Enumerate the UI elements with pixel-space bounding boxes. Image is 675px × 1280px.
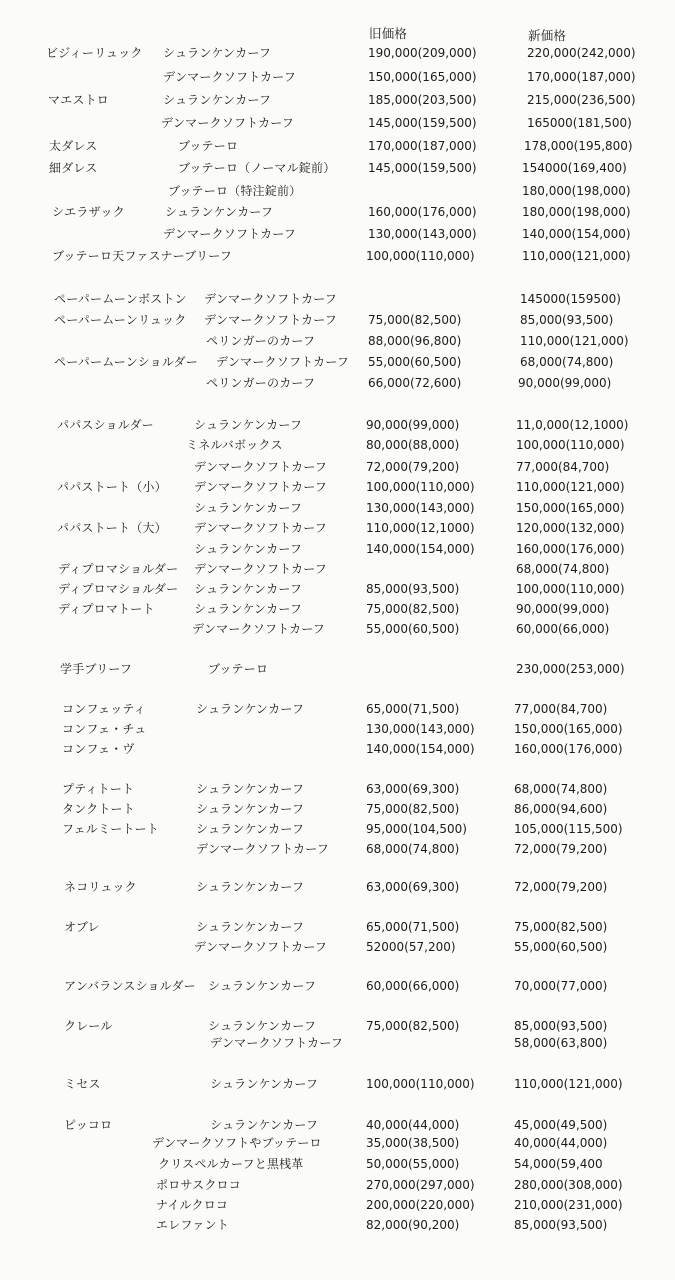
item-name: ペーパームーンショルダー [54,355,198,369]
old-price: 63,000(69,300) [366,782,460,796]
old-price: 100,000(110,000) [366,1077,475,1091]
old-price: 140,000(154,000) [366,742,475,756]
new-price: 55,000(60,500) [514,940,608,954]
item-material: シュランケンカーフ [208,1019,317,1033]
item-name: パパストート（大） [57,521,167,535]
new-price: 72,000(79,200) [514,880,608,894]
item-material: ペリンガーのカーフ [206,334,316,348]
item-material: ブッテーロ [178,139,239,153]
old-price: 65,000(71,500) [366,920,460,934]
item-material: シュランケンカーフ [194,602,303,616]
new-price: 72,000(79,200) [514,842,608,856]
new-price: 170,000(187,000) [527,70,636,84]
new-price: 68,000(74,800) [516,562,610,576]
item-material: デンマークソフトカーフ [204,313,338,327]
item-material: ペリンガーのカーフ [206,376,316,390]
new-price: 77,000(84,700) [516,460,610,474]
item-material: デンマークソフトカーフ [163,70,297,84]
item-material: ミネルバボックス [186,438,283,452]
item-material: デンマークソフトカーフ [210,1036,344,1050]
old-price: 270,000(297,000) [366,1178,475,1192]
item-name: パパスショルダー [57,418,154,432]
item-material: デンマークソフトカーフ [194,940,328,954]
item-material: クリスペルカーフと黒桟革 [158,1157,304,1171]
item-material: シュランケンカーフ [194,582,303,596]
new-price: 215,000(236,500) [527,93,636,107]
item-material: シュランケンカーフ [196,822,305,836]
new-price: 210,000(231,000) [514,1198,623,1212]
new-price: 60,000(66,000) [516,622,610,636]
old-price: 35,000(38,500) [366,1136,460,1150]
item-material: シュランケンカーフ [196,702,305,716]
old-price: 145,000(159,500) [368,161,477,175]
old-price: 55,000(60,500) [368,355,462,369]
item-material: シュランケンカーフ [196,802,305,816]
old-price: 150,000(165,000) [368,70,477,84]
item-name: オブレ [64,920,100,934]
old-price: 110,000(12,1000) [366,521,475,535]
item-material: デンマークソフトカーフ [192,622,326,636]
item-name: ネコリュック [64,880,137,894]
item-material: デンマークソフトカーフ [163,227,297,241]
new-price: 154000(169,400) [522,161,627,175]
new-price: 85,000(93,500) [514,1019,608,1033]
item-name: ディプロマショルダー [58,562,179,576]
item-material: シュランケンカーフ [194,418,303,432]
old-price: 72,000(79,200) [366,460,460,474]
item-material: シュランケンカーフ [163,93,272,107]
new-price: 90,000(99,000) [516,602,610,616]
old-price: 190,000(209,000) [368,46,477,60]
new-price: 145000(159500) [520,292,621,306]
item-name: ペーパームーンリュック [54,313,187,327]
old-price: 66,000(72,600) [368,376,462,390]
new-price: 86,000(94,600) [514,802,608,816]
old-price: 85,000(93,500) [366,582,460,596]
item-material: エレファント [156,1218,229,1232]
new-price: 120,000(132,000) [516,521,625,535]
new-price: 70,000(77,000) [514,979,608,993]
item-material: ブッテーロ [208,662,269,676]
item-name: フェルミートート [62,822,160,836]
new-price: 160,000(176,000) [516,542,625,556]
item-material: デンマークソフトやブッテーロ [152,1136,322,1150]
new-price: 54,000(59,400 [514,1157,603,1171]
item-material: デンマークソフトカーフ [161,116,295,130]
old-price: 50,000(55,000) [366,1157,460,1171]
old-price: 130,000(143,000) [366,722,475,736]
item-material: シュランケンカーフ [194,542,303,556]
old-price: 80,000(88,000) [366,438,460,452]
item-name: アンバランスショルダー [64,979,196,993]
item-material: シュランケンカーフ [165,205,274,219]
old-price: 95,000(104,500) [366,822,467,836]
new-price: 100,000(110,000) [516,582,625,596]
old-price-header: 旧価格 [369,26,408,41]
item-name: パパストート（小） [57,480,167,494]
item-name: シエラザック [52,205,125,219]
new-price: 11,0,000(12,1000) [516,418,629,432]
item-name: ディプロマショルダー [58,582,179,596]
item-material: シュランケンカーフ [196,782,305,796]
item-name: ブッテーロ天ファスナーブリーフ [52,249,233,263]
item-name: ペーパームーンボストン [54,292,187,306]
item-name: クレール [64,1019,113,1033]
new-price: 165000(181,500) [527,116,632,130]
old-price: 90,000(99,000) [366,418,460,432]
item-name: コンフェ・ヴ [62,742,135,756]
item-name: マエストロ [48,93,110,107]
new-price: 150,000(165,000) [516,501,625,515]
item-name: プティトート [62,782,135,796]
old-price: 52000(57,200) [366,940,456,954]
item-name: コンフェ・チュ [62,722,147,736]
item-name: ピッコロ [64,1118,113,1132]
new-price: 58,000(63,800) [514,1036,608,1050]
new-price: 230,000(253,000) [516,662,625,676]
new-price: 68,000(74,800) [514,782,608,796]
item-material: シュランケンカーフ [163,46,272,60]
item-material: デンマークソフトカーフ [194,562,328,576]
old-price: 145,000(159,500) [368,116,477,130]
old-price: 40,000(44,000) [366,1118,460,1132]
old-price: 160,000(176,000) [368,205,477,219]
item-material: ナイルクロコ [156,1198,229,1212]
item-material: デンマークソフトカーフ [204,292,338,306]
old-price: 75,000(82,500) [366,1019,460,1033]
item-material: デンマークソフトカーフ [194,460,328,474]
new-price: 85,000(93,500) [514,1218,608,1232]
item-material: シュランケンカーフ [210,1077,319,1091]
item-name: ビジィーリュック [46,46,143,60]
item-material: シュランケンカーフ [196,920,305,934]
new-price: 180,000(198,000) [522,205,631,219]
new-price: 180,000(198,000) [522,184,631,198]
item-material: デンマークソフトカーフ [216,355,350,369]
item-material: デンマークソフトカーフ [194,480,328,494]
old-price: 75,000(82,500) [368,313,462,327]
old-price: 170,000(187,000) [368,139,477,153]
new-price: 140,000(154,000) [522,227,631,241]
item-material: シュランケンカーフ [196,880,305,894]
item-name: ディプロマトート [58,602,155,616]
item-material: シュランケンカーフ [210,1118,319,1132]
new-price-header: 新価格 [528,28,567,43]
item-name: 太ダレス [49,139,98,153]
old-price: 100,000(110,000) [366,480,475,494]
old-price: 100,000(110,000) [366,249,475,263]
old-price: 65,000(71,500) [366,702,460,716]
new-price: 75,000(82,500) [514,920,608,934]
item-name: 学手ブリーフ [60,662,133,676]
new-price: 220,000(242,000) [527,46,636,60]
item-name: コンフェッティ [62,702,146,716]
new-price: 90,000(99,000) [518,376,612,390]
old-price: 185,000(203,500) [368,93,477,107]
new-price: 110,000(121,000) [514,1077,623,1091]
item-material: シュランケンカーフ [208,979,317,993]
new-price: 77,000(84,700) [514,702,608,716]
new-price: 40,000(44,000) [514,1136,608,1150]
old-price: 88,000(96,800) [368,334,462,348]
item-material: ブッテーロ（ノーマル錠前） [178,161,336,175]
old-price: 200,000(220,000) [366,1198,475,1212]
new-price: 100,000(110,000) [516,438,625,452]
item-material: デンマークソフトカーフ [196,842,330,856]
old-price: 75,000(82,500) [366,802,460,816]
item-material: デンマークソフトカーフ [194,521,328,535]
item-name: タンクトート [62,802,135,816]
new-price: 85,000(93,500) [520,313,614,327]
old-price: 68,000(74,800) [366,842,460,856]
old-price: 55,000(60,500) [366,622,460,636]
old-price: 63,000(69,300) [366,880,460,894]
old-price: 60,000(66,000) [366,979,460,993]
new-price: 45,000(49,500) [514,1118,608,1132]
item-name: 細ダレス [49,161,98,175]
item-material: ポロサスクロコ [156,1178,241,1192]
new-price: 105,000(115,500) [514,822,623,836]
new-price: 110,000(121,000) [516,480,625,494]
item-material: ブッテーロ（特注錠前） [168,184,302,198]
item-name: ミセス [64,1077,101,1091]
old-price: 130,000(143,000) [366,501,475,515]
new-price: 150,000(165,000) [514,722,623,736]
new-price: 68,000(74,800) [520,355,614,369]
old-price: 75,000(82,500) [366,602,460,616]
new-price: 178,000(195,800) [524,139,633,153]
old-price: 140,000(154,000) [366,542,475,556]
new-price: 280,000(308,000) [514,1178,623,1192]
new-price: 110,000(121,000) [522,249,631,263]
new-price: 110,000(121,000) [520,334,629,348]
new-price: 160,000(176,000) [514,742,623,756]
old-price: 82,000(90,200) [366,1218,460,1232]
old-price: 130,000(143,000) [368,227,477,241]
item-material: シュランケンカーフ [194,501,303,515]
